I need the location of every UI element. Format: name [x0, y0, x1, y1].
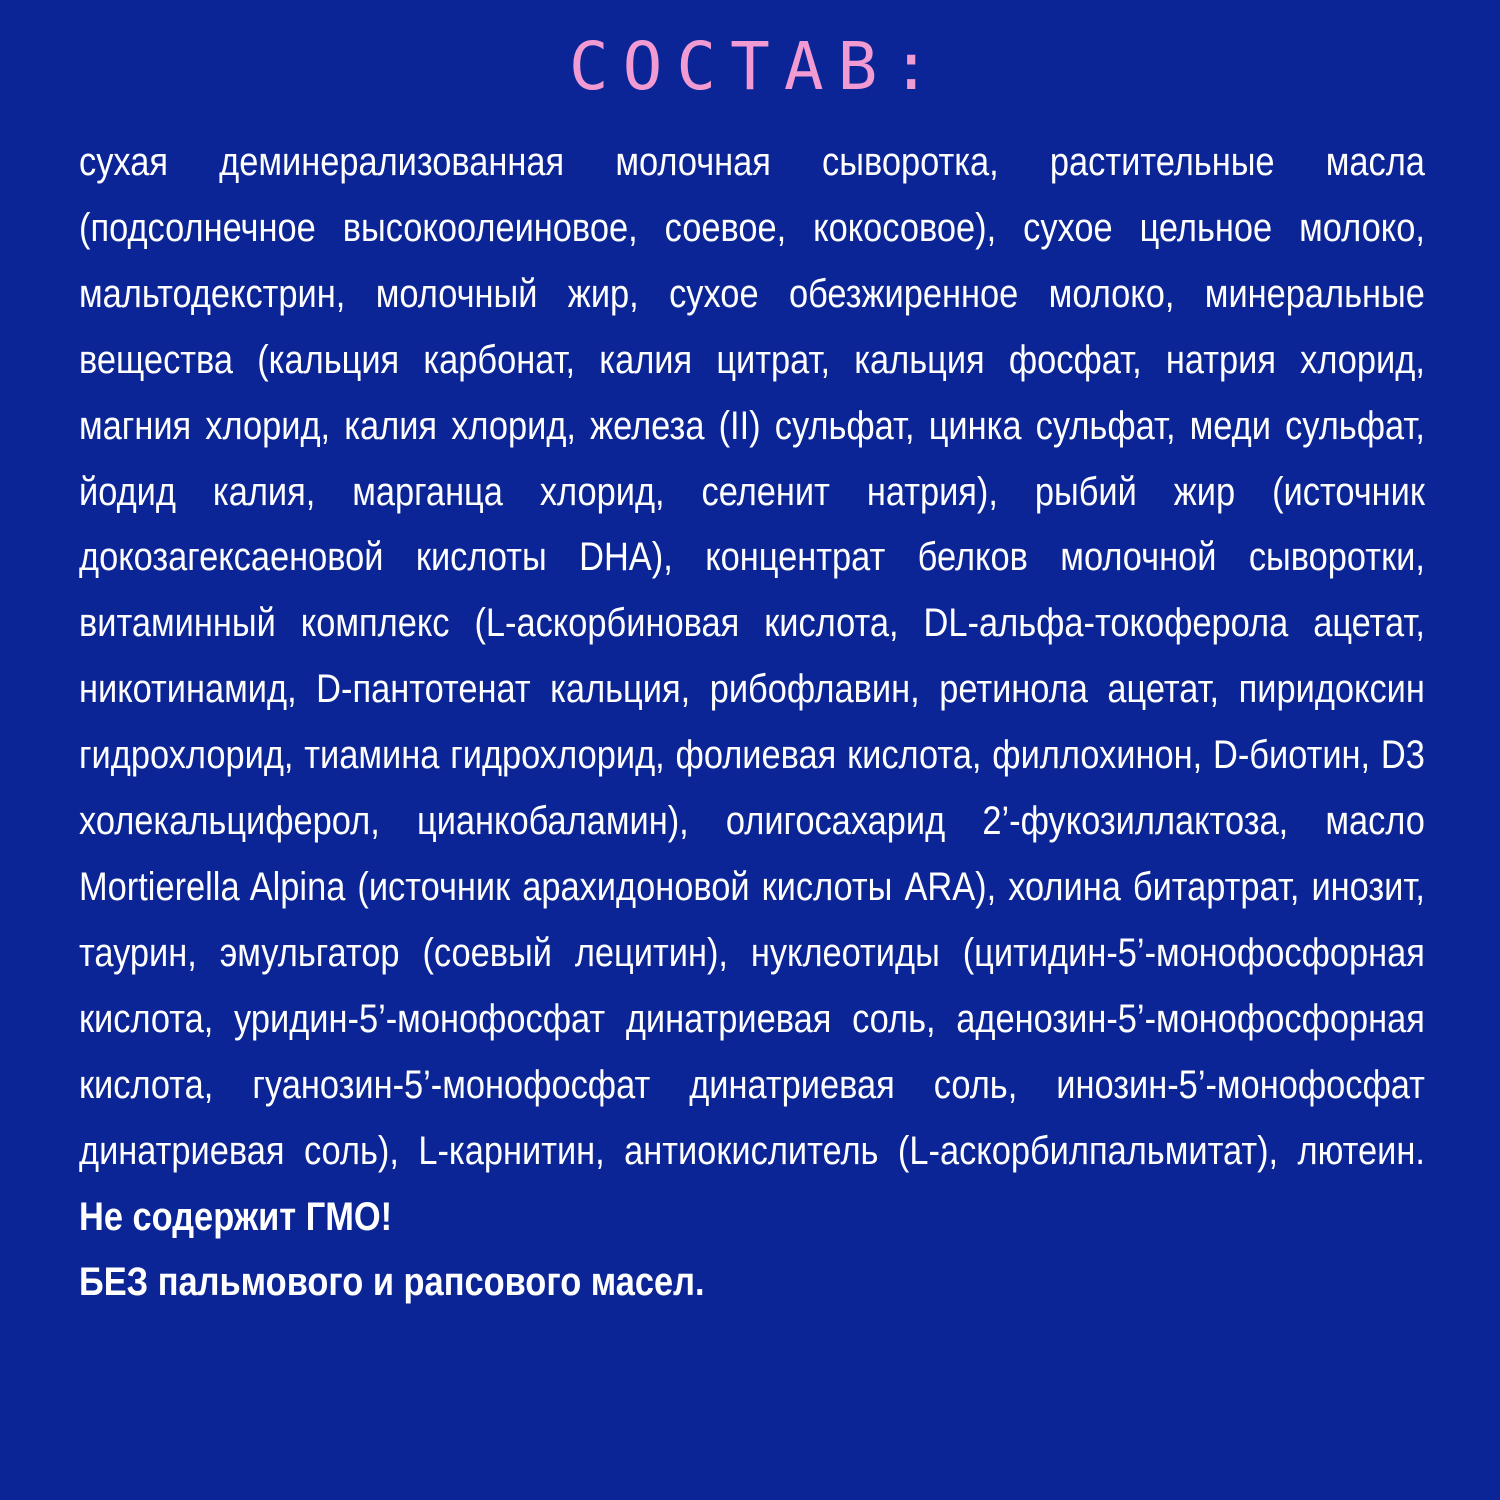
- composition-title: СОСТАВ:: [568, 28, 946, 105]
- no-palm-rapeseed-note: БЕЗ пальмового и рапсового масел.: [79, 1260, 705, 1305]
- ingredients-text: сухая деминерализованная молочная сыворотка, растительные масла (подсолнечное высокоолеиновое, соевое, кокосовое), сухое цельное молоко, мальтодекстрин, молочный жир, сухое обезжиренное молоко, минеральные вещества (кальция карбонат, калия цитрат, кальция фосфат, натрия хлорид, магния хлорид, калия хлорид, железа (II) сульфат, цинка сульфат, меди сульфат, йодид калия, марганца хлорид, селенит натрия), рыбий жир (источник докозагексаеновой кислоты DHA), концентрат белков молочной сыворотки, витаминный комплекс (L-аскорбиновая кислота, DL-альфа-токоферола ацетат, никотинамид, D-пантотенат кальция, рибофлавин, ретинола ацетат, пиридоксин гидрохлорид, тиамина гидрохлорид, фолиевая кислота, филлохинон, D-биотин, D3 холекальциферол, цианкобаламин), олигосахарид 2’-фукозиллактоза, масло Mortierella Alpina (источник арахидоновой кислоты ARA), холина битартрат, инозит, таурин, эмульгатор (соевый лецитин), нуклеотиды (цитидин-5’-монофосфорная кислота, уридин-5’-монофосфат динатриевая соль, аденозин-5’-монофосфорная кислота, гуанозин-5’-монофосфат динатриевая соль, инозин-5’-монофосфат динатриевая соль), L-карнитин, антиокислитель (L-аскорбилпальмитат), лютеин.: [79, 140, 1425, 1173]
- ingredients-paragraph: [79, 130, 1425, 1316]
- no-gmo-note: Не содержит ГМО!: [79, 1194, 393, 1239]
